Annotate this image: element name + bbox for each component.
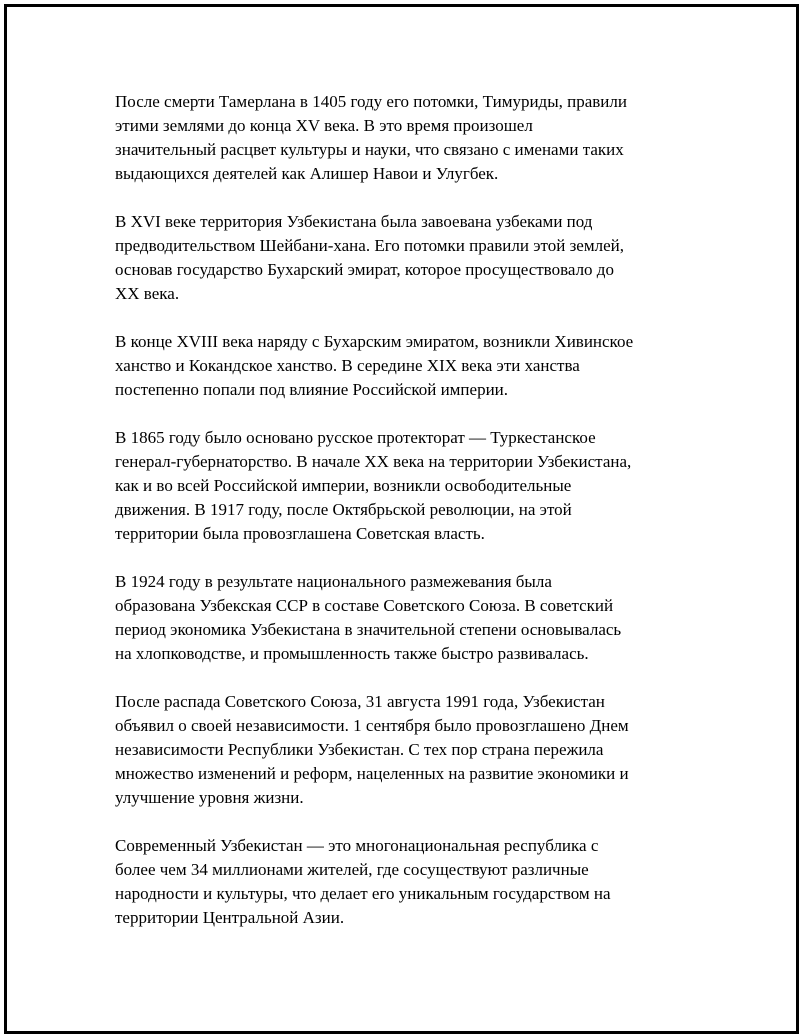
paragraph-shaybanids [115,210,715,306]
paragraph-turkestan [115,426,715,546]
text-line: предводительством Шейбани-хана. Его потомки правили этой землей, [115,236,624,255]
text-line: народности и культуры, что делает его уникальным государством на [115,884,611,903]
text-line: постепенно попали под влияние Российской империи. [115,380,509,399]
text-line: XX века. [115,284,180,303]
text-line: как и во всей Российской империи, возникли освободительные [115,476,572,495]
text-line: После смерти Тамерлана в 1405 году его потомки, Тимуриды, правили [115,92,627,111]
text-line: период экономика Узбекистана в значительной степени основывалась [115,620,622,639]
text-line: образована Узбекская ССР в составе Советского Союза. В советский [115,596,614,615]
text-line: этими землями до конца XV века. В это время произошел [115,116,533,135]
paragraph-independence [115,690,715,810]
paragraph-timurids [115,90,715,186]
text-line: В 1865 году было основано русское протекторат — Туркестанское [115,428,596,447]
text-line: территории была провозглашена Советская власть. [115,524,485,543]
text-line: ханство и Кокандское ханство. В середине XIX века эти ханства [115,356,580,375]
text-line: генерал-губернаторство. В начале XX века на территории Узбекистана, [115,452,632,471]
text-line: движения. В 1917 году, после Октябрьской революции, на этой [115,500,572,519]
text-line: улучшение уровня жизни. [115,788,304,807]
paragraph-modern-uzbekistan [115,834,715,930]
text-line: основав государство Бухарский эмират, которое просуществовало до [115,260,614,279]
text-line: независимости Республики Узбекистан. С тех пор страна пережила [115,740,604,759]
text-line: Современный Узбекистан — это многонациональная республика с [115,836,599,855]
text-line: более чем 34 миллионами жителей, где сосуществуют различные [115,860,589,879]
text-line: территории Центральной Азии. [115,908,345,927]
text-line: на хлопководстве, и промышленность также быстро развивалась. [115,644,589,663]
document-body [115,90,715,954]
text-line: множество изменений и реформ, нацеленных на развитие экономики и [115,764,629,783]
text-line: В XVI веке территория Узбекистана была завоевана узбеками под [115,212,593,231]
paragraph-khanates [115,330,715,402]
paragraph-uzbek-ssr [115,570,715,666]
text-line: значительный расцвет культуры и науки, что связано с именами таких [115,140,624,159]
text-line: объявил о своей независимости. 1 сентября было провозглашено Днем [115,716,629,735]
text-line: В конце XVIII века наряду с Бухарским эмиратом, возникли Хивинское [115,332,634,351]
text-line: В 1924 году в результате национального размежевания была [115,572,552,591]
text-line: После распада Советского Союза, 31 августа 1991 года, Узбекистан [115,692,605,711]
text-line: выдающихся деятелей как Алишер Навои и Улугбек. [115,164,499,183]
